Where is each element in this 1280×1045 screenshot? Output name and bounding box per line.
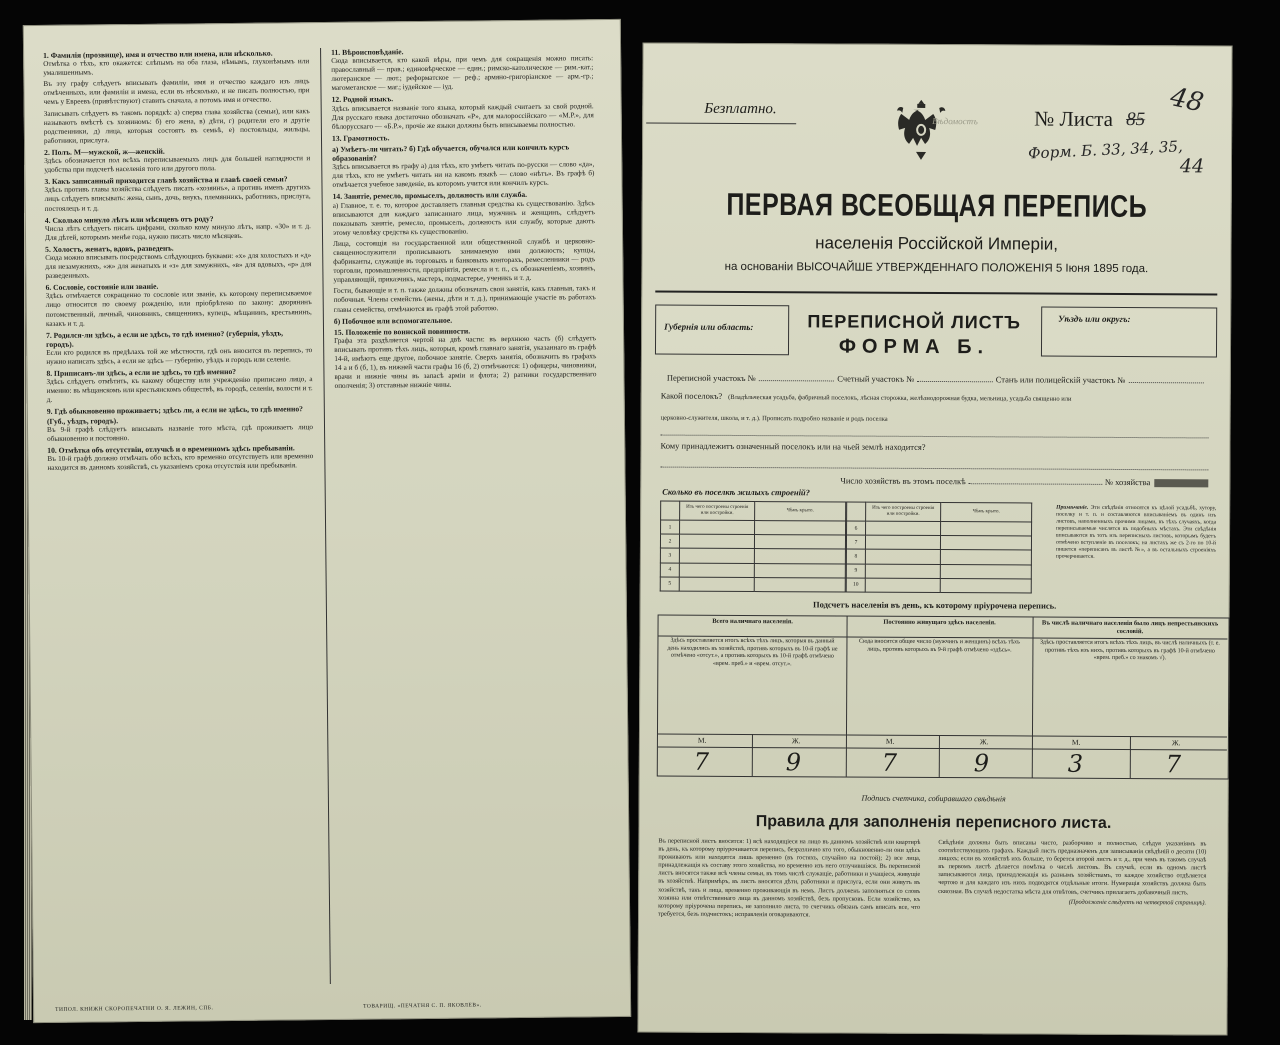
instruction-text: Сюда можно вписывать посредствомъ слѣдующихъ буквами: «х» для холостыхъ и «д» для незамужнихъ, «ж» для женатыхъ и «з» для замужнихъ, «в» для вдовыхъ, «р» для разведенныхъ. bbox=[45, 251, 312, 281]
instruction-section bbox=[333, 237, 595, 285]
instruction-section bbox=[45, 213, 311, 243]
total-present-male: 7 bbox=[693, 747, 710, 776]
counting-district-label: Счетный участокъ № bbox=[837, 373, 915, 384]
roof-header: Чѣмъ крыто. bbox=[941, 503, 1032, 522]
rules-title: Правила для заполненія переписного листа. bbox=[755, 813, 1112, 832]
instruction-text: Гости, бывающіе и т. п. также должны обозначать свои занятія, какъ главныя, такъ и побочныя. Члены семействъ (жены, дѣти и т. д.), принимающіе участіе въ работахъ главы семейства, отмѣчаются въ графѣ этой работою. bbox=[333, 284, 596, 314]
permanent-male: 7 bbox=[881, 748, 898, 777]
instruction-section bbox=[43, 48, 309, 78]
total-present-description: Здѣсь проставляется итогъ всѣхъ тѣхъ лицъ, которыя въ данный день находились въ хозяйствѣ, противъ которыхъ въ 10-й графѣ не отмѣчено «отсут.», а противъ которыхъ въ 10-й графѣ отмѣчено «врем. преб.» и «врем. отсут.». bbox=[667, 637, 838, 668]
instruction-text: а) Главное, т. е. то, которое доставляетъ главныя средства къ существованію. Здѣсь вписываются для каждаго записаннаго лица, мужчинъ и женщинъ, слѣдуетъ показывать занятіе, ремесло, промыселъ, должность или службу, которые даютъ этому человѣку средства къ существованію. bbox=[332, 198, 595, 237]
buildings-table-left bbox=[660, 501, 846, 593]
population-count-table bbox=[657, 615, 1230, 780]
instruction-text: Въ 9-й графѣ слѣдуетъ вписывать названіе того мѣста, гдѣ проживаетъ лицо обыкновенно и постоянно. bbox=[46, 422, 314, 443]
instruction-section bbox=[43, 77, 309, 107]
settlement-label: Какой поселокъ? bbox=[660, 390, 723, 401]
instruction-text: Здѣсь отмѣчается сокращенно то сословіе или званіе, къ которому переписываемое лицо относится по своему рожденію, или пріобрѣтено по закону: дворянинъ потомственный, личный, чиновникъ, священникъ, купецъ, мѣщанинъ, крестьянинъ, казакъ и т. д. bbox=[45, 289, 312, 328]
note-text: Эти свѣдѣнія относятся къ цѣлой усадьбѣ, хутору, поселку и т. п. и составляются вписываніемъ въ одинъ изъ листовъ, наполненныхъ прочими лицами, въ тѣхъ случаяхъ, когда переписываемые числятся въ подобныхъ мѣстахъ. Эти свѣдѣнія вписываются въ тотъ изъ переписныхъ листовъ, которымъ будетъ отмѣчено вступленіе въ поселокъ; на листахъ же съ 2-го по 10-й пишется «переписанъ въ листѣ №», а въ остальныхъ строеніяхъ прочерчивается. bbox=[1055, 504, 1217, 560]
non-peasant-column bbox=[1032, 618, 1228, 779]
instruction-text: Въ эту графу слѣдуетъ вписывать фамиліи, имя и отчество каждаго изъ лицъ отмѣченныхъ, или фамиліи и имена, если въ нѣсколько, и не писать полностью, при чемъ у Евреевъ (привѣтствуют) ставить сначала, а потомъ имя и отчество. bbox=[43, 77, 310, 107]
continued-note: (Продолженіе слѣдуетъ на четвертой страницѣ). bbox=[1068, 898, 1207, 907]
row-number: 9 bbox=[846, 564, 865, 578]
row-number: 6 bbox=[847, 521, 866, 535]
households-label: Число хозяйствъ въ этомъ поселкѣ bbox=[840, 475, 966, 487]
instruction-section bbox=[334, 285, 596, 315]
material-header: Изъ чего построены строенія или постройки. bbox=[866, 502, 941, 521]
row-number: 7 bbox=[846, 535, 865, 549]
row-number: 10 bbox=[846, 578, 865, 592]
right-page bbox=[637, 42, 1232, 1035]
instruction-text: Здѣсь вписывается названіе того языка, который каждый считаетъ за свой родной. Для русскаго языка достаточно обозначать «Р», для малороссійскаго — «М.Р.», для бѣлорусскаго — «Б.Р.», прочіе же языки должны быть вписываемы полностью. bbox=[331, 101, 594, 131]
non-peasant-description: Здѣсь проставляется итогъ всѣхъ тѣхъ лицъ, въ числѣ наличныхъ (т. е. противъ тѣхъ изъ нихъ, противъ которыхъ въ графѣ 10-й отмѣчено «врем. преб.» со знакомъ √). bbox=[1039, 639, 1220, 662]
column-divider bbox=[320, 48, 331, 984]
instruction-section bbox=[331, 45, 593, 93]
material-header: Изъ чего построены строенія или постройки. bbox=[680, 501, 755, 520]
buildings-label: Сколько въ поселкѣ жилыхъ строеній? bbox=[662, 486, 810, 498]
permanent-header: Постоянно живущаго здѣсь населенія. bbox=[846, 617, 1032, 639]
settlement-line bbox=[661, 391, 1209, 404]
rules-column-2 bbox=[938, 839, 1206, 907]
redacted-household-number bbox=[1154, 479, 1208, 487]
census-legal-basis: на основаніи ВЫСОЧАЙШЕ УТВЕРЖДЕННАГО ПОЛОЖЕНІЯ 5 Іюня 1895 года. bbox=[724, 260, 1149, 276]
row-number: 4 bbox=[660, 563, 679, 577]
instruction-text: Здѣсь слѣдуетъ отмѣтить, къ какому обществу или учрежденію приписано лицо, а именно: въ мѣщанскомъ или крестьянскомъ обществѣ, въ городѣ, селеніи, волости и т. д. bbox=[46, 375, 313, 405]
instruction-text: Графа эта раздѣляется чертой на двѣ части: въ верхнюю часть (б) слѣдуетъ вписывать противъ тѣхъ лицъ, которыя, кромѣ главнаго занятія, указаннаго въ графѣ 14-й, имѣютъ еще другое, побочное занятіе. Сверхъ занятія, обозначить въ графахъ 14 а и б (б, 1), въ нижней части графы 16 (б, 2) отмѣчаются: 1) офицеры, чиновники, врачи и нижніе чины въ запасѣ армiи и флота; 2) ратники государственнаго ополченія; 3) отставные нижніе чины. bbox=[334, 333, 597, 391]
instruction-section bbox=[47, 405, 313, 444]
instructions-column-left bbox=[43, 48, 313, 475]
settlement-hint-2: церковно-служителя, школа, и т. д.). Прописать подробно названіе и родъ поселка bbox=[660, 414, 888, 423]
instruction-section bbox=[332, 142, 594, 190]
row-number: 5 bbox=[660, 577, 679, 591]
male-label: М. bbox=[885, 736, 895, 746]
female-label: Ж. bbox=[791, 736, 801, 746]
instruction-heading: 10. Отмѣтка объ отсутствіи, отлучкѣ и о временномъ здѣсь пребываніи. bbox=[47, 443, 295, 455]
instruction-section bbox=[47, 443, 313, 473]
instructions-column-right bbox=[331, 45, 597, 393]
printer-imprint-left: ТИПОЛ. КНИЖН СКОРОПЕЧАТНИ О. Я. ЛЕЖИН, СПБ. bbox=[55, 1005, 214, 1013]
instruction-text: Отмѣтка о тѣхъ, кто окажется: слѣпымъ на оба глаза, нѣмымъ, глухонѣмымъ или умалишеннымъ. bbox=[43, 57, 310, 78]
double-headed-eagle-emblem bbox=[890, 96, 952, 162]
households-line bbox=[840, 476, 1208, 488]
instruction-section bbox=[46, 328, 312, 367]
left-page bbox=[23, 19, 631, 1023]
header-rule bbox=[646, 122, 796, 124]
census-subtitle: населенія Россійской Имперіи, bbox=[815, 233, 1059, 254]
row-number: 1 bbox=[661, 520, 680, 534]
owner-label: Кому принадлежитъ означенный поселокъ или на чьей землѣ находится? bbox=[660, 440, 926, 452]
census-district-label: Переписной участокъ № bbox=[666, 372, 756, 384]
settlement-hint: (Владѣльческая усадьба, фабричный поселокъ, лѣсная сторожка, желѣзнодорожная будка, мельница, усадьба священно или bbox=[728, 393, 1072, 403]
population-count-title: Подсчетъ населенія въ день, къ которому пріурочена перепись. bbox=[813, 599, 1057, 611]
instruction-heading: 5. Холостъ, женатъ, вдовъ, разведенъ. bbox=[45, 243, 174, 254]
province-box bbox=[655, 305, 789, 356]
instruction-section bbox=[44, 145, 310, 175]
title-rule bbox=[655, 291, 1217, 296]
instruction-heading: 15. Положеніе по воинской повинности. bbox=[333, 326, 471, 337]
instruction-heading: б) Побочное или вспомогательное. bbox=[333, 315, 453, 326]
census-title: ПЕРВАЯ ВСЕОБЩАЯ ПЕРЕПИСЬ bbox=[726, 187, 1148, 225]
instruction-text: Сюда вписывается, кто какой вѣры, при чемъ для сокращенія можно писать: православный — прав.; единовѣрческое — един.; римско-католическое — рим.-кат.; лютеранское — лют.; реформатское — реф.; армяно-григоріанское — арм.-гр.; магометанское — маг.; іудейское — іуд. bbox=[331, 54, 594, 93]
handwritten-page-number: 48 bbox=[1167, 82, 1207, 119]
police-district-label: Станъ или полицейскій участокъ № bbox=[995, 374, 1126, 385]
form-label: ФОРМА Б. bbox=[838, 335, 990, 359]
instruction-heading: 6. Сословіе, состояніе или званіе. bbox=[45, 282, 159, 293]
handwritten-form-note: Форм. Б. 33, 34, 35, bbox=[1027, 137, 1184, 163]
instruction-heading: 13. Грамотность. bbox=[331, 133, 390, 143]
male-label: М. bbox=[1071, 737, 1081, 747]
instruction-heading: 7. Родился-ли здѣсь, а если не здѣсь, то гдѣ именно? (губернія, уѣздъ, городъ). bbox=[45, 328, 284, 349]
sheet-number-value: 85 bbox=[1126, 108, 1146, 131]
instruction-section bbox=[333, 190, 595, 238]
instruction-section bbox=[334, 314, 596, 326]
faint-stamp: Вѣдомостъ bbox=[932, 115, 978, 127]
instruction-text: Здѣсь вписывается въ графу а) для тѣхъ, кто умѣетъ читать по-русски — слово «да», для тѣхъ, кто не умѣетъ читать ни на какомъ языкѣ — слово «нѣтъ». Въ графѣ б) отмѣчается учебное заведеніе, въ которомъ учится или кончилъ курсъ. bbox=[332, 160, 595, 190]
instruction-section bbox=[334, 325, 597, 391]
instruction-text: Здѣсь обозначается пол всѣхъ переписываемыхъ лицъ для большей наглядности и удобства при подсчетѣ населенія того или другого пола. bbox=[44, 154, 311, 175]
census-district-line bbox=[667, 373, 1207, 386]
instruction-text: Лица, состоящія на государственной или общественной службѣ и церковно-священнослужители прописываютъ занимаемую ими должность; купцы, фабриканты, служащіе въ торговыхъ и банковыхъ конторахъ, ремесленники — родъ торговли, промышленности, предпріятія, ремесла и т. п., съ обозначеніемъ, хозяинъ, управляющій, приказчикъ, мастеръ, подмастерье, ученикъ и т. д. bbox=[333, 237, 596, 285]
printer-imprint-right: ТОВАРИЩ. «ПЕЧАТНЯ С. П. ЯКОВЛЕВ». bbox=[363, 1002, 482, 1010]
non-peasant-header: Въ числѣ наличнаго населенія было лицъ непрестьянскихъ сословій. bbox=[1032, 618, 1227, 640]
permanent-female: 9 bbox=[973, 749, 990, 778]
total-present-header: Всего наличнаго населенія. bbox=[658, 616, 846, 638]
rules-column-1: Въ переписной листъ вносятся: 1) всѣ находящіеся на лицо въ данномъ хозяйствѣ или квартирѣ въ день, къ которому пріурочивается перепись, безразлично кто того, обыкновенно-ли они здѣсь проживаютъ или находятся лишь временно (въ гостяхъ, случайно на постой); 2) все лица, принадлежащія къ составу этого хозяйства, но временно изъ него отлучившіяся. Въ переписной листъ вносятся также всѣ члены семьи, въ томъ числѣ служащіе, работники и учащіеся, живущіе въ хозяйствѣ. Напримѣръ, въ листъ вносятся дѣти, работники и прислуга, если они живутъ въ хозяйствѣ, такъ и лица, временно проживающія въ немъ. Листъ долженъ заполняться со словъ хозяина или отвѣтственнаго лица въ данномъ хозяйствѣ, безъ пропусковъ. Если хозяйство, къ которому пріурочена перепись, не заполнило листа, то счетчикъ обязанъ самъ вписать все, что требуется, безъ подчистокъ; исправленія оговариваются. bbox=[658, 837, 921, 919]
district-label: Уѣздъ или округъ: bbox=[1058, 313, 1131, 325]
buildings-table-right bbox=[846, 502, 1032, 594]
sheet-title: ПЕРЕПИСНОЙ ЛИСТЪ bbox=[807, 311, 1021, 333]
province-label: Губернія или область: bbox=[664, 321, 754, 333]
instruction-heading: 1. Фамилія (прозвище), имя и отчество или имена, или нѣсколько. bbox=[43, 48, 273, 60]
instruction-heading: 12. Родной языкъ. bbox=[331, 94, 394, 105]
permanent-column bbox=[846, 617, 1034, 778]
instruction-section bbox=[45, 242, 311, 281]
instruction-text: Здѣсь противъ главы хозяйства слѣдуетъ писать «хозяинъ», а противъ именъ другихъ лицъ слѣдуетъ вписывать: жена, сынъ, дочь, внукъ, племянникъ, работникъ, прислуга, постоялецъ и т. д. bbox=[44, 183, 311, 213]
instruction-section bbox=[44, 174, 310, 213]
roof-header: Чѣмъ крыто. bbox=[755, 502, 846, 521]
instruction-text: Если кто родился въ предѣлахъ той же мѣстности, гдѣ онъ вносится въ перепись, то нужно написать здѣсь, а если не здѣсь — губернію, уѣздъ и городъ или селеніе. bbox=[46, 346, 313, 366]
buildings-note bbox=[1056, 505, 1216, 562]
instruction-text: Записывать слѣдуетъ въ такомъ порядкѣ: а) сперва глава хозяйства (семьи), или какъ называютъ вмѣстѣ съ хозяиномъ: б) его жена, в) дѣти, г) родители его и другіе родственники, д) лица, которыя состоятъ въ семьѣ, е) постояльцы, жильцы, работники, прислуга. bbox=[43, 106, 310, 145]
male-label: М. bbox=[697, 735, 707, 745]
permanent-description: Сюда вносится общее число (мужчинъ и женщинъ) всѣхъ тѣхъ лицъ, противъ которыхъ въ 9-й графѣ отмѣчено «здѣсь». bbox=[859, 638, 1020, 653]
total-present-female: 9 bbox=[785, 748, 802, 777]
instruction-heading: 11. Вѣроисповѣданіе. bbox=[331, 47, 404, 57]
instruction-heading: 9. Гдѣ обыкновенно проживаетъ; здѣсь ли, а если не здѣсь, то гдѣ именно? (Губ., уѣздъ, городъ). bbox=[46, 404, 303, 426]
instruction-section bbox=[332, 131, 594, 143]
instruction-section bbox=[332, 93, 594, 132]
row-number: 2 bbox=[660, 534, 679, 548]
household-number-label: № хозяйства bbox=[1104, 476, 1151, 488]
instruction-section bbox=[44, 107, 310, 146]
rules-column-2-text: Свѣдѣнія должны быть вписаны чисто, разборчиво и полностью, слѣдуя указаніямъ въ соотвѣтствующихъ графахъ. Каждый листъ предназначенъ для записыванія свѣдѣній о десяти (10) лицахъ; если въ хозяйствѣ ихъ больше, то берется второй листъ и т. д., при чемъ въ такомъ случаѣ въ первомъ листѣ дѣлается помѣтка о числѣ листовъ. Въ случаѣ, если въ одномъ листѣ записываются лица, принадлежащія къ разнымъ хозяйствамъ, то каждое хозяйство отдѣляется чертою и для каждаго изъ нихъ подводятся отдѣльные итоги. Нумерація хозяйствъ должна быть сквозная. Въ случаѣ недостатка мѣста для отвѣтовъ, счетчикъ прилагаетъ добавочный листъ. bbox=[938, 839, 1207, 896]
row-number: 8 bbox=[846, 549, 865, 563]
instruction-section bbox=[45, 280, 311, 328]
instruction-text: Въ 10-й графѣ должно отмѣчать обо всѣхъ, кто временно отсутствуетъ или временно находится въ данномъ хозяйствѣ, съ указаніемъ срока отсутствія или пребыванія. bbox=[47, 452, 314, 472]
district-box bbox=[1041, 307, 1217, 358]
note-title: Примѣчаніе. bbox=[1056, 504, 1089, 511]
sheet-number-label: № Листа bbox=[1034, 106, 1114, 131]
instruction-heading: 3. Какъ записанный приходится главѣ хозяйства и главѣ своей семьи? bbox=[44, 174, 288, 187]
female-label: Ж. bbox=[1171, 738, 1181, 748]
free-label: Безплатно. bbox=[704, 100, 777, 118]
instruction-heading: 2. Полъ. М—мужской, ж—женскій. bbox=[44, 146, 165, 157]
instruction-section bbox=[46, 366, 312, 405]
female-label: Ж. bbox=[979, 737, 989, 747]
instruction-heading: 14. Занятіе, ремесло, промыселъ, должность или служба. bbox=[332, 190, 528, 202]
enumerator-signature-label: Подпись счетчика, собиравшаго свѣдѣнія bbox=[861, 793, 1006, 804]
instruction-text: Числа лѣтъ слѣдуетъ писать цифрами, сколько кому минуло лѣтъ, напр. «30» и т. д. Для дѣтей, которымъ менѣе года, нужно писать число мѣсяцевъ. bbox=[44, 221, 311, 242]
instruction-heading: 4. Сколько минуло лѣтъ или мѣсяцевъ отъ роду? bbox=[44, 213, 214, 225]
instruction-heading: 8. Приписанъ-ли здѣсь, а если не здѣсь, то гдѣ именно? bbox=[46, 367, 237, 379]
total-present-column bbox=[658, 616, 848, 777]
handwritten-side-number: 44 bbox=[1179, 155, 1205, 178]
non-peasant-male: 3 bbox=[1067, 749, 1084, 778]
instruction-heading: а) Умѣетъ-ли читать? б) Гдѣ обучается, обучался или кончилъ курсъ образованія? bbox=[332, 142, 570, 163]
row-number: 3 bbox=[660, 548, 679, 562]
non-peasant-female: 7 bbox=[1165, 750, 1182, 779]
